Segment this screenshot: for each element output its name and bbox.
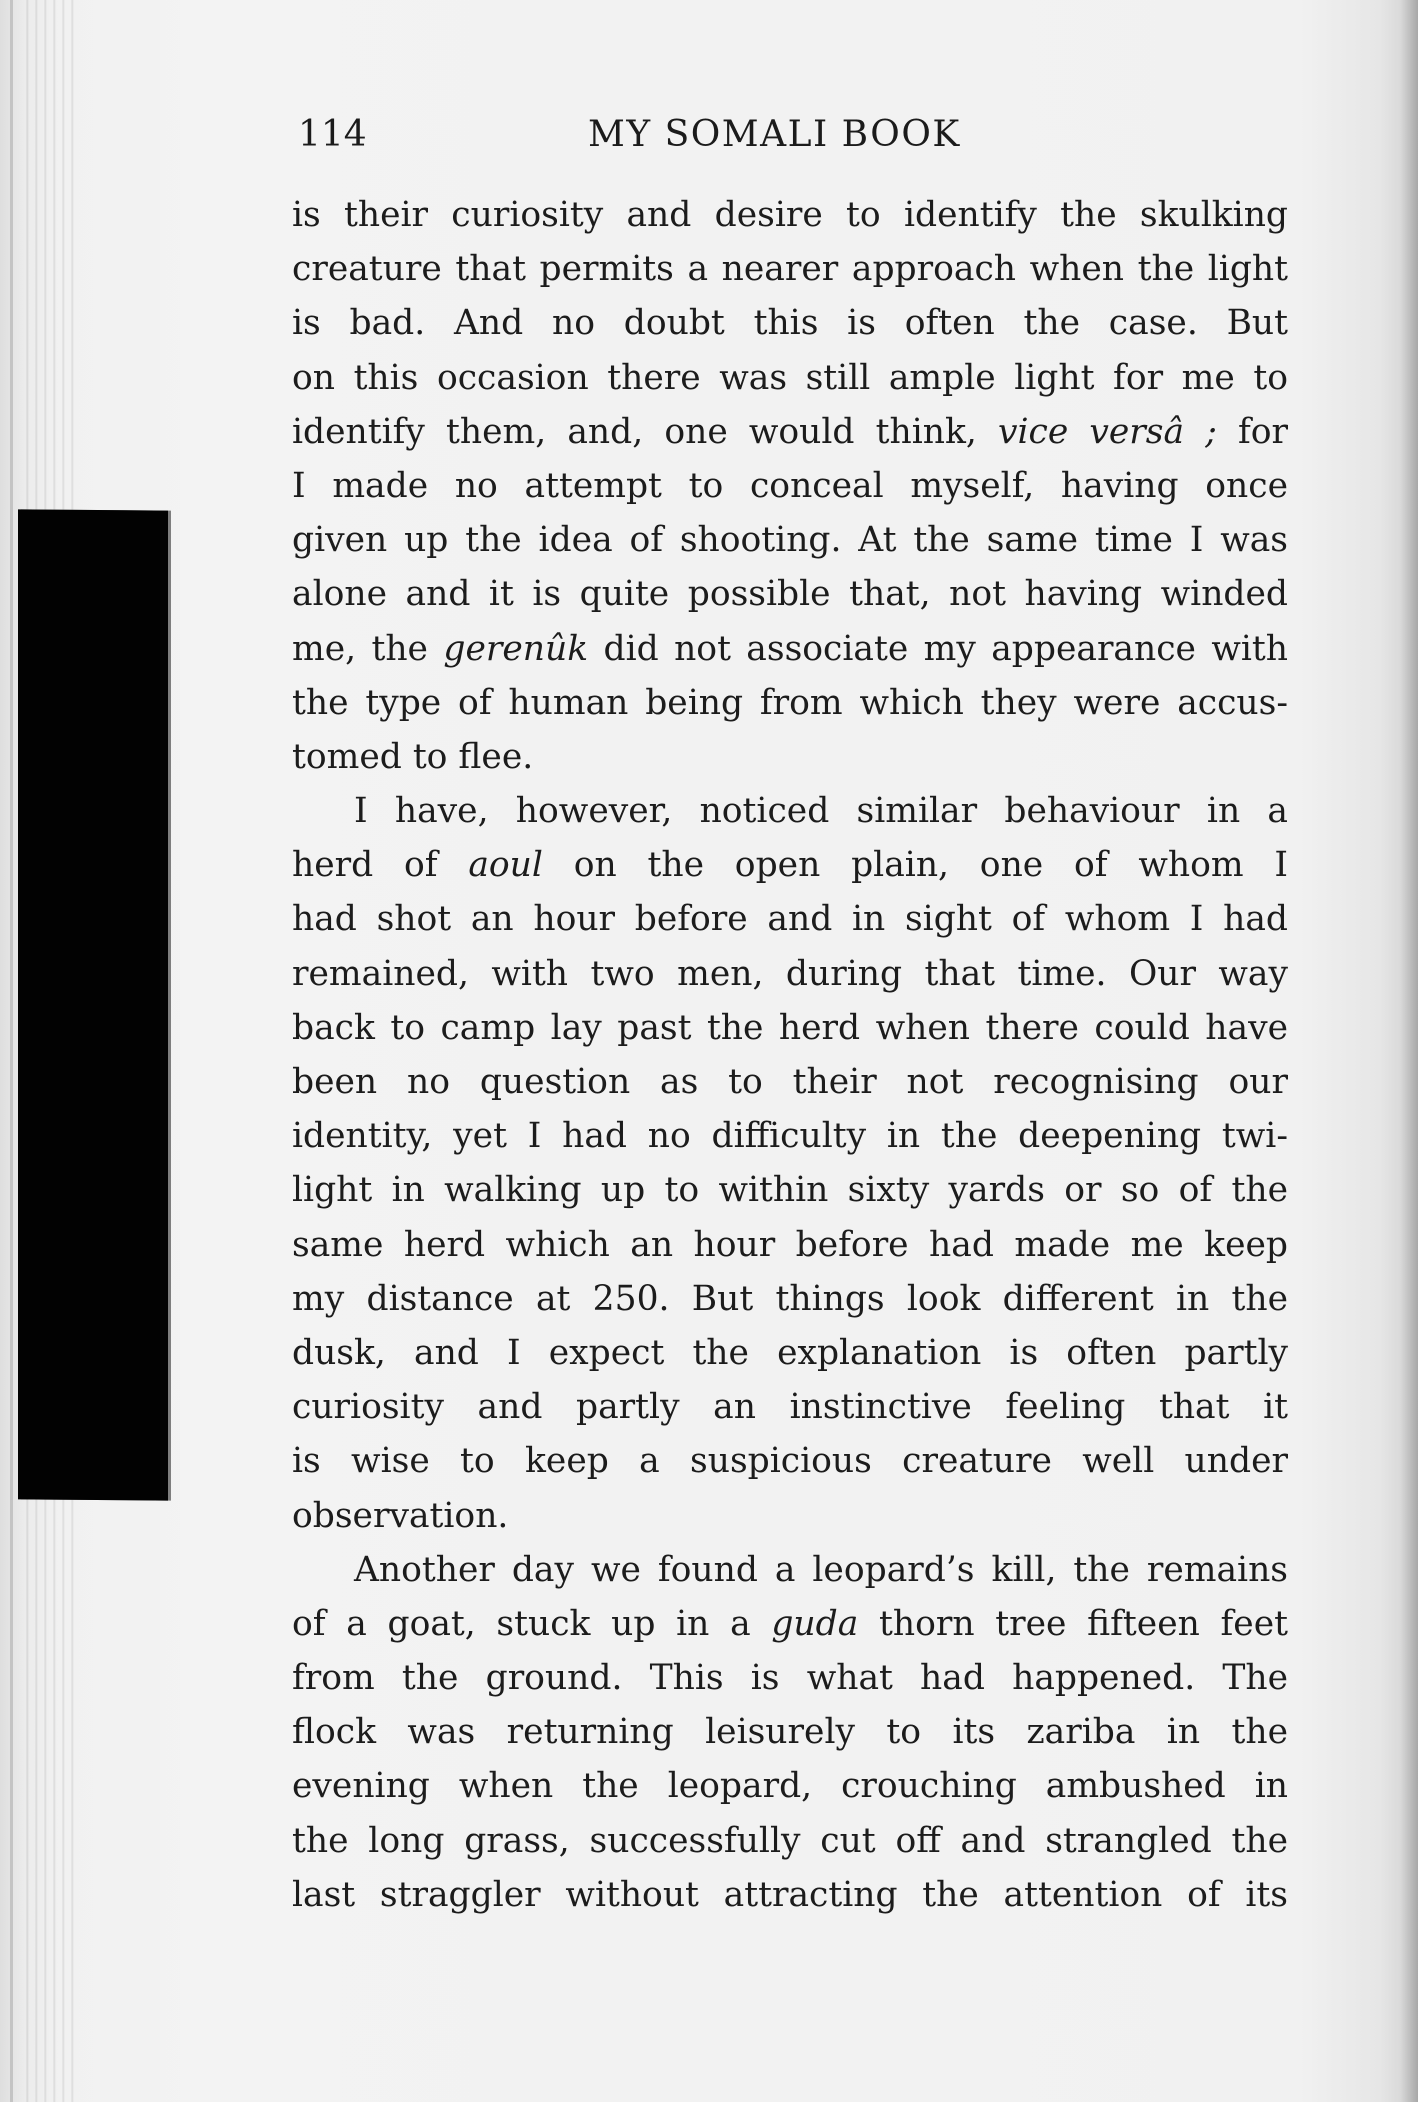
text-segment: on this occasion there was still ample light for me to [292, 357, 1288, 398]
text-segment: is wise to keep a suspicious creature well under [292, 1441, 1288, 1482]
text-segment: remained, with two men, during that time. Our way [292, 953, 1288, 994]
italic-term: vice versâ ; [998, 411, 1217, 452]
running-title: MY SOMALI BOOK [588, 114, 961, 155]
text-segment: flock was returning leisurely to its zariba in the [292, 1712, 1288, 1753]
text-segment: is bad. And no doubt this is often the case. But [292, 303, 1288, 344]
text-line [292, 1543, 1288, 1597]
page-number: 114 [298, 114, 367, 155]
text-segment: back to camp lay past the herd when there could have [292, 1007, 1288, 1048]
text-line [292, 1434, 1288, 1488]
text-line [292, 1109, 1288, 1163]
text-line [292, 1489, 1288, 1543]
text-segment: the long grass, successfully cut off and strangled the [292, 1820, 1288, 1861]
text-line [292, 676, 1288, 730]
text-segment: creature that permits a nearer approach when the light [292, 249, 1288, 290]
text-segment: for [1216, 411, 1288, 452]
text-segment: tomed to flee. [292, 736, 534, 777]
text-line [292, 1759, 1288, 1813]
right-page-edge [1400, 0, 1418, 2102]
text-line [292, 296, 1288, 350]
text-line [292, 947, 1288, 1001]
text-segment: evening when the leopard, crouching ambushed in [292, 1766, 1288, 1807]
italic-term: gerenûk [443, 628, 589, 669]
text-segment: Another day we found a leopard’s kill, the remains [354, 1549, 1288, 1590]
text-line [292, 1814, 1288, 1868]
text-segment: I have, however, noticed similar behaviour in a [354, 791, 1288, 832]
text-segment: alone and it is quite possible that, not having winded [292, 574, 1288, 615]
text-line [292, 1380, 1288, 1434]
text-segment: identify them, and, one would think, [292, 411, 998, 452]
spine-line [10, 0, 13, 2102]
text-segment: I made no attempt to conceal myself, having once [292, 465, 1288, 506]
text-segment: did not associate my appearance with [588, 628, 1288, 669]
text-segment: dusk, and I expect the explanation is often partly [292, 1332, 1288, 1373]
text-line [292, 1163, 1288, 1217]
text-line [292, 459, 1288, 513]
text-segment: of a goat, stuck up in a [292, 1603, 772, 1644]
text-segment: had shot an hour before and in sight of whom I had [292, 899, 1288, 940]
italic-term: aoul [468, 845, 543, 886]
text-segment: me, the [292, 628, 444, 669]
black-bookmark-tab [18, 509, 168, 1500]
text-line [292, 513, 1288, 567]
text-line [292, 1326, 1288, 1380]
text-line [292, 1272, 1288, 1326]
text-segment: the type of human being from which they were accus- [292, 682, 1288, 723]
text-line [292, 567, 1288, 621]
text-segment: light in walking up to within sixty yards or so of the [292, 1170, 1288, 1211]
text-line [292, 351, 1288, 405]
text-line [292, 784, 1288, 838]
text-segment: observation. [292, 1495, 509, 1536]
text-line [292, 1055, 1288, 1109]
text-line [292, 1001, 1288, 1055]
text-line [292, 1651, 1288, 1705]
text-line [292, 242, 1288, 296]
text-segment: identity, yet I had no difficulty in the deepening twi- [292, 1116, 1288, 1157]
text-line [292, 838, 1288, 892]
text-segment: same herd which an hour before had made me keep [292, 1224, 1288, 1265]
text-line [292, 188, 1288, 242]
text-segment: is their curiosity and desire to identify the skulking [292, 195, 1288, 235]
italic-term: guda [771, 1603, 859, 1644]
text-segment: been no question as to their not recognising our [292, 1062, 1288, 1102]
text-segment: last straggler without attracting the attention of its [292, 1874, 1288, 1915]
text-line [292, 1218, 1288, 1272]
text-line [292, 622, 1288, 676]
text-segment: given up the idea of shooting. At the same time I was [292, 520, 1288, 561]
text-segment: thorn tree fifteen feet [858, 1603, 1288, 1644]
body-text [292, 188, 1288, 1922]
text-segment: my distance at 250. But things look different in the [292, 1278, 1288, 1319]
text-segment: herd of [292, 845, 469, 886]
text-line [292, 1597, 1288, 1651]
text-line [292, 1705, 1288, 1759]
text-segment: from the ground. This is what had happened. The [292, 1658, 1288, 1699]
text-line [292, 1868, 1288, 1922]
page-header [298, 114, 1048, 164]
text-segment: on the open plain, one of whom I [542, 845, 1288, 886]
text-line [292, 405, 1288, 459]
text-line [292, 892, 1288, 946]
text-segment: curiosity and partly an instinctive feeling that it [292, 1387, 1288, 1428]
text-line [292, 730, 1288, 784]
